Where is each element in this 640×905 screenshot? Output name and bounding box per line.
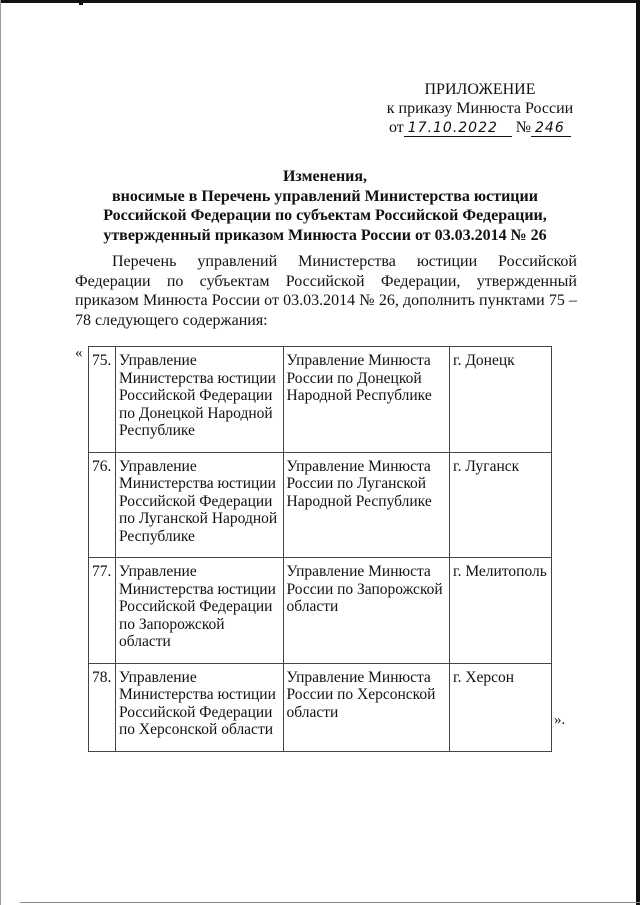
page-edge-bottom bbox=[20, 902, 640, 903]
city-cell: г. Донецк bbox=[449, 347, 551, 453]
date-prefix: от bbox=[388, 119, 404, 136]
appendix-heading: ПРИЛОЖЕНИЕ bbox=[424, 81, 536, 98]
table-row bbox=[89, 558, 552, 664]
table-row bbox=[89, 452, 552, 558]
full-name-cell: Управление Министерства юстиции Российской Федерации по Херсонской области bbox=[115, 663, 283, 751]
closing-quote: ». bbox=[554, 712, 566, 728]
row-number: 76. bbox=[89, 452, 116, 558]
opening-quote: « bbox=[75, 345, 83, 361]
appendix-subheading: к приказу Минюста России bbox=[386, 100, 574, 117]
short-name-cell: Управление Минюста России по Запорожской области bbox=[283, 558, 449, 664]
number-prefix: № bbox=[515, 119, 532, 136]
title-line-3: Российской Федерации по субъектам Российской Федерации, bbox=[103, 207, 547, 224]
table-row bbox=[89, 663, 552, 751]
page-edge-right bbox=[636, 0, 640, 905]
table-row bbox=[89, 347, 552, 453]
appendix-signature-line bbox=[380, 118, 580, 137]
title-line-4: утвержденный приказом Минюста России от 03.03.2014 № 26 bbox=[103, 226, 547, 244]
full-name-cell: Управление Министерства юстиции Российской Федерации по Луганской Народной Республике bbox=[115, 452, 283, 558]
appendix-header bbox=[380, 80, 580, 137]
row-number: 77. bbox=[89, 558, 116, 664]
page-edge-top bbox=[0, 0, 640, 3]
title-line-1: Изменения, bbox=[282, 168, 368, 185]
scan-mark bbox=[79, 2, 83, 5]
handwritten-number: 246 bbox=[531, 121, 571, 137]
handwritten-date: 17.10.2022 bbox=[404, 121, 512, 137]
city-cell: г. Мелитополь bbox=[449, 558, 551, 664]
city-cell: г. Луганск bbox=[449, 452, 551, 558]
departments-table bbox=[88, 346, 552, 752]
page-edge-left bbox=[0, 0, 1, 905]
full-name-cell: Управление Министерства юстиции Российской Федерации по Донецкой Народной Республике bbox=[115, 347, 283, 453]
short-name-cell: Управление Минюста России по Луганской Народной Республике bbox=[283, 452, 449, 558]
row-number: 75. bbox=[89, 347, 116, 453]
title-line-2: вносимые в Перечень управлений Министерства юстиции bbox=[112, 187, 538, 205]
short-name-cell: Управление Минюста России по Донецкой Народной Республике bbox=[283, 347, 449, 453]
short-name-cell: Управление Минюста России по Херсонской области bbox=[283, 663, 449, 751]
full-name-cell: Управление Министерства юстиции Российской Федерации по Запорожской области bbox=[115, 558, 283, 664]
intro-paragraph: Перечень управлений Министерства юстиции Российской Федерации по субъектам Российской Федерации, утвержденный приказом Минюста России от 03.03.2014 № 26, дополнить пунктами 75 – 78 следующего содержания: bbox=[75, 253, 577, 329]
city-cell: г. Херсон bbox=[449, 663, 551, 751]
document-title bbox=[70, 167, 580, 245]
row-number: 78. bbox=[89, 663, 116, 751]
